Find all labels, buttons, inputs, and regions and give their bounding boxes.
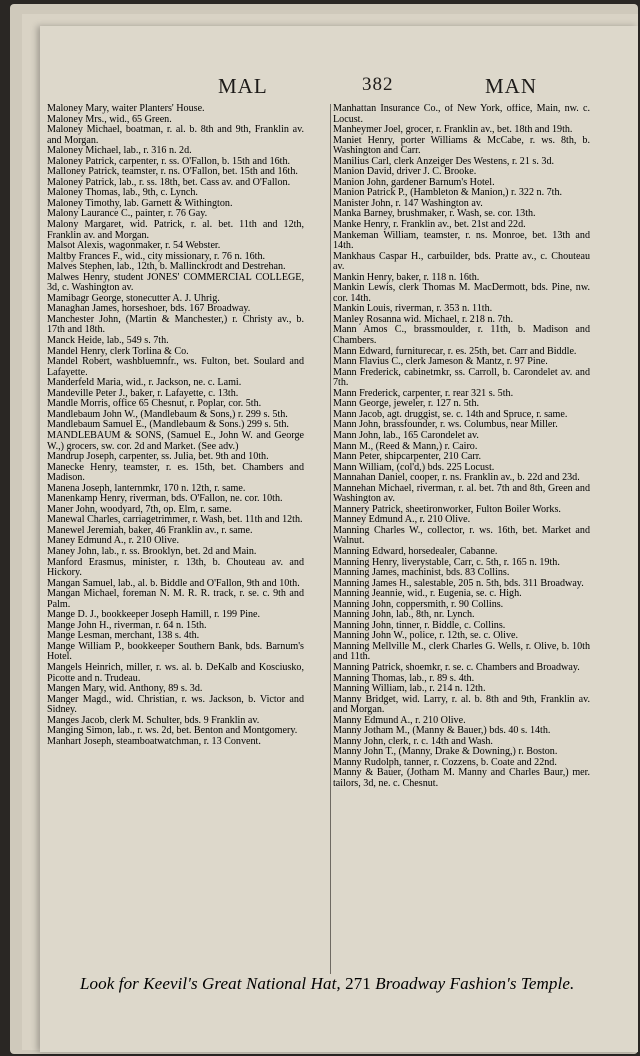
directory-entry: Mangan Samuel, lab., al. b. Biddle and O'Fallon, 9th and 10th. [47, 577, 300, 589]
directory-entry: Maloney Patrick, carpenter, r. ss. O'Fallon, b. 15th and 16th. [47, 155, 291, 167]
directory-entry: Mange Lesman, merchant, 138 s. 4th. [47, 630, 200, 642]
directory-entry: Maloney Mary, waiter Planters' House. [47, 104, 205, 114]
directory-entry: Manford Erasmus, minister, r. 13th, b. Chouteau av. and Hickory. [47, 556, 304, 579]
directory-entry: Manning Thomas, lab., r. 89 s. 4th. [333, 672, 475, 684]
directory-entry: Manning James, machinist, bds. 83 Collins. [333, 567, 510, 579]
directory-entry: Manny Bridget, wid. Larry, r. al. b. 8th and 9th, Franklin av. and Morgan. [333, 693, 590, 716]
directory-entry: Mann Jacob, agt. druggist, se. c. 14th and Spruce, r. same. [333, 408, 568, 420]
directory-entry: Mann John, brassfounder, r. ws. Columbus, near Miller. [333, 419, 558, 431]
directory-entry: Manley Rosanna wid. Michael, r. 218 n. 7th. [333, 313, 513, 325]
directory-entry: Manke Henry, r. Franklin av., bet. 21st and 22d. [333, 219, 526, 231]
directory-entry: Manion David, driver J. C. Brooke. [333, 166, 477, 178]
directory-entry: Maloney Timothy, lab. Garnett & Withington. [47, 197, 233, 209]
directory-entry: Manning John, tinner, r. Biddle, c. Collins. [333, 619, 506, 631]
directory-entry: Malloney Patrick, teamster, r. ns. O'Fallon, bet. 15th and 16th. [47, 166, 298, 178]
directory-entry: Mange D. J., bookkeeper Joseph Hamill, r. 199 Pine. [47, 609, 261, 621]
directory-entry: Manny Rudolph, tanner, r. Cozzens, b. Coate and 22nd. [333, 756, 557, 768]
directory-entry: Manning Henry, liverystable, Carr, c. 5th, r. 165 n. 19th. [333, 556, 560, 568]
directory-entry: Mann Edward, furniturecar, r. es. 25th, bet. Carr and Biddle. [333, 345, 577, 357]
directory-entry: Manka Barney, brushmaker, r. Wash, se. cor. 13th. [333, 208, 536, 220]
directory-entry: Manister John, r. 147 Washington av. [333, 197, 483, 209]
directory-entry: Maloney Mrs., wid., 65 Green. [47, 113, 172, 125]
directory-entry: Mannehan Michael, riverman, r. al. bet. 7th and 8th, Green and Washington av. [333, 482, 590, 505]
directory-entry: Manning Mellville M., clerk Charles G. Wells, r. Olive, b. 10th and 11th. [333, 640, 590, 663]
directory-entry: Malony Laurance C., painter, r. 76 Gay. [47, 208, 208, 220]
directory-entry: Manewal Charles, carriagetrimmer, r. Wash, bet. 11th and 12th. [47, 514, 303, 526]
directory-entry: Manning Charles W., collector, r. ws. 16th, bet. Market and Walnut. [333, 524, 590, 547]
directory-entry: Maloney Patrick, lab., r. ss. 18th, bet. Cass av. and O'Fallon. [47, 176, 291, 188]
directory-entry: Mandrup Joseph, carpenter, ss. Julia, bet. 9th and 10th. [47, 451, 269, 463]
directory-entry: Manenkamp Henry, riverman, bds. O'Fallon, ne. cor. 10th. [47, 493, 283, 505]
header-range-end: MAN [485, 74, 538, 98]
directory-entry: Manny Jotham M., (Manny & Bauer,) bds. 40 s. 14th. [333, 725, 551, 737]
directory-entry: Manion John, gardener Barnum's Hotel. [333, 176, 495, 188]
directory-entry: Manilius Carl, clerk Anzeiger Des Westens, r. 21 s. 3d. [333, 155, 555, 167]
directory-entry: Malves Stephen, lab., 12th, b. Mallinckrodt and Destrehan. [47, 261, 286, 273]
footer-advertisement [80, 974, 580, 994]
directory-entry: Manena Joseph, lanternmkr, 170 n. 12th, r. same. [47, 482, 246, 494]
directory-entry: Mankeman William, teamster, r. ns. Monroe, bet. 13th and 14th. [333, 229, 590, 252]
directory-entry: Manning Jeannie, wid., r. Eugenia, se. c. High. [333, 588, 522, 600]
directory-entry: Malony Margaret, wid. Patrick, r. al. bet. 11th and 12th, Franklin av. and Morgan. [47, 219, 304, 241]
directory-entry: MANDLEBAUM & SONS, (Samuel E., John W. and George W.,) grocers, sw. cor. 2d and Market. (See adv.) [47, 429, 304, 452]
directory-entry: Managhan James, horseshoer, bds. 167 Broadway. [47, 303, 251, 315]
directory-entry: Manning John, coppersmith, r. 90 Collins. [333, 598, 504, 610]
directory-entry: Mangen Mary, wid. Anthony, 89 s. 3d. [47, 683, 203, 695]
directory-entry: Manewel Jeremiah, baker, 46 Franklin av., r. same. [47, 524, 253, 536]
directory-entry: Manchester John, (Martin & Manchester,) r. Christy av., b. 17th and 18th. [47, 313, 304, 336]
footer-text-b: Broadway Fashion's Temple. [370, 974, 575, 993]
directory-entry: Manney Edmund A., r. 210 Olive. [333, 514, 471, 526]
footer-text-a: Look for Keevil's Great National Hat, [80, 974, 346, 993]
directory-entry: Mann Frederick, carpenter, r. rear 321 s. 5th. [333, 387, 514, 399]
directory-entry: Mandeville Peter J., baker, r. Lafayette, c. 13th. [47, 387, 239, 399]
directory-entry: Mann John, lab., 165 Carondelet av. [333, 429, 479, 441]
directory-entry: Mandlebaum John W., (Mandlebaum & Sons,) r. 299 s. 5th. [47, 408, 288, 420]
directory-entry: Mann William, (col'd,) bds. 225 Locust. [333, 461, 495, 473]
directory-entry: Mankin Louis, riverman, r. 353 n. 11th. [333, 303, 493, 315]
directory-entry: Mann M., (Reed & Mann,) r. Cairo. [333, 440, 478, 452]
directory-entry: Mannery Patrick, sheetironworker, Fulton Boiler Works. [333, 503, 561, 515]
directory-entry: Manning Edward, horsedealer, Cabanne. [333, 545, 498, 557]
directory-entry: Mandel Henry, clerk Torlina & Co. [47, 345, 189, 357]
directory-entry: Manheymer Joel, grocer, r. Franklin av., bet. 18th and 19th. [333, 124, 573, 136]
directory-entry: Manger Magd., wid. Christian, r. ws. Jackson, b. Victor and Sidney. [47, 693, 304, 716]
directory-entry: Malwes Henry, student JONES' COMMERCIAL COLLEGE, 3d, c. Washington av. [47, 271, 304, 294]
directory-entry: Mann Frederick, cabinetmkr, ss. Carroll, b. Carondelet av. and 7th. [333, 366, 590, 389]
directory-entry: Manderfeld Maria, wid., r. Jackson, ne. c. Lami. [47, 377, 242, 389]
directory-entry: Manecke Henry, teamster, r. es. 15th, bet. Chambers and Madison. [47, 461, 304, 484]
directory-entry: Mange John H., riverman, r. 64 n. 15th. [47, 619, 207, 631]
directory-entry: Mandlebaum Samuel E., (Mandlebaum & Sons.) 299 s. 5th. [47, 419, 289, 431]
directory-entry: Manning William, lab., r. 214 n. 12th. [333, 683, 486, 695]
column-divider [330, 104, 331, 974]
directory-entry: Mandle Morris, office 65 Chesnut, r. Poplar, cor. 5th. [47, 398, 262, 410]
running-header [80, 74, 638, 106]
directory-entry: Mannahan Daniel, cooper, r. ns. Franklin av., b. 22d and 23d. [333, 472, 580, 484]
directory-entry: Maloney Michael, lab., r. 316 n. 2d. [47, 145, 192, 157]
right-column [333, 104, 590, 974]
directory-entry: Manges Jacob, clerk M. Schulter, bds. 9 Franklin av. [47, 714, 260, 726]
directory-entry: Manging Simon, lab., r. ws. 2d, bet. Benton and Montgomery. [47, 725, 298, 737]
directory-entry: Maney Edmund A., r. 210 Olive. [47, 535, 180, 547]
directory-entry: Manny John, clerk, r. c. 14th and Wash. [333, 735, 493, 747]
directory-entry: Manion Patrick P., (Hambleton & Manion,) r. 322 n. 7th. [333, 187, 563, 199]
directory-entry: Manning John W., police, r. 12th, se. c. Olive. [333, 630, 519, 642]
directory-entry: Mankin Lewis, clerk Thomas M. MacDermott, bds. Pine, nw. cor. 14th. [333, 282, 590, 304]
directory-entry: Manny Edmund A., r. 210 Olive. [333, 714, 466, 726]
directory-entry: Maniet Henry, porter Williams & McCabe, r. ws. 8th, b. Washington and Carr. [333, 134, 590, 157]
directory-entry: Manhattan Insurance Co., of New York, office, Main, nw. c. Locust. [333, 104, 590, 125]
directory-entry: Manning Patrick, shoemkr, r. se. c. Chambers and Broadway. [333, 661, 580, 673]
directory-entry: Mange William P., bookkeeper Southern Bank, bds. Barnum's Hotel. [47, 640, 304, 663]
directory-entry: Maloney Thomas, lab., 9th, c. Lynch. [47, 187, 198, 199]
directory-entry: Mankhaus Caspar H., carbuilder, bds. Pratte av., c. Chouteau av. [333, 250, 590, 273]
directory-entry: Manning John, lab., 8th, nr. Lynch. [333, 609, 475, 621]
directory-entry: Mann Amos C., brassmoulder, r. 11th, b. Madison and Chambers. [333, 324, 590, 347]
header-range-start: MAL [218, 74, 268, 98]
directory-entry: Mann George, jeweler, r. 127 n. 5th. [333, 398, 480, 410]
left-column [47, 104, 304, 974]
page-number: 382 [362, 74, 394, 95]
directory-entry: Mandel Robert, washbluemnfr., ws. Fulton, bet. Soulard and Lafayette. [47, 356, 304, 378]
directory-entry: Manny John T., (Manny, Drake & Downing,) r. Boston. [333, 746, 558, 758]
directory-entry: Maloney Michael, boatman, r. al. b. 8th and 9th, Franklin av. and Morgan. [47, 124, 304, 146]
directory-entry: Manhart Joseph, steamboatwatchman, r. 13 Convent. [47, 735, 261, 747]
directory-entry: Mamibagr George, stonecutter A. J. Uhrig. [47, 292, 220, 304]
directory-entry: Maltby Frances F., wid., city missionary, r. 76 n. 16th. [47, 250, 266, 262]
directory-entry: Manny & Bauer, (Jotham M. Manny and Charles Baur,) mer. tailors, 3d, ne. c. Chesnut. [333, 767, 590, 789]
directory-entry: Manck Heide, lab., 549 s. 7th. [47, 335, 169, 347]
directory-entry: Mann Peter, shipcarpenter, 210 Carr. [333, 451, 482, 463]
directory-entry: Mangan Michael, foreman N. M. R. R. track, r. se. c. 9th and Palm. [47, 588, 304, 610]
directory-entry: Maner John, woodyard, 7th, op. Elm, r. same. [47, 503, 232, 515]
directory-entry: Maney John, lab., r. ss. Brooklyn, bet. 2d and Main. [47, 545, 257, 557]
directory-entry: Manning James H., salestable, 205 n. 5th, bds. 311 Broadway. [333, 577, 584, 589]
directory-entry: Mangels Heinrich, miller, r. ws. al. b. DeKalb and Kosciusko, Picotte and n. Trudeau. [47, 661, 304, 684]
directory-entry: Mankin Henry, baker, r. 118 n. 16th. [333, 271, 480, 283]
directory-entry: Malsot Alexis, wagonmaker, r. 54 Webster. [47, 240, 221, 252]
footer-number: 271 [345, 974, 371, 993]
directory-entry: Mann Flavius C., clerk Jameson & Mantz, r. 97 Pine. [333, 356, 548, 368]
